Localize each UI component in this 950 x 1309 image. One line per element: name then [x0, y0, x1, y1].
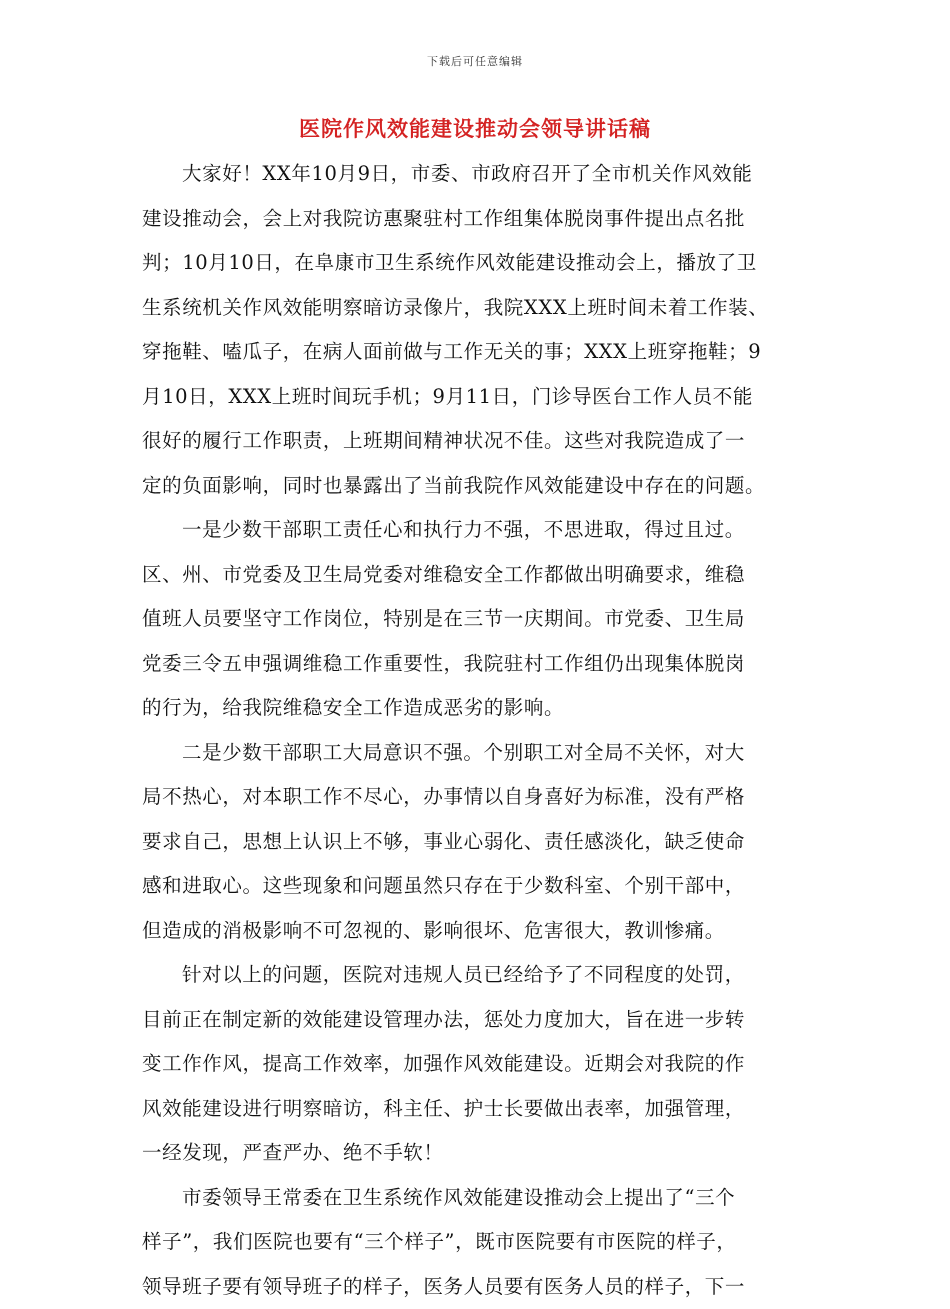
- text-line: 针对以上的问题，医院对违规人员已经给予了不同程度的处罚，: [142, 953, 810, 998]
- text-line: 的行为，给我院维稳安全工作造成恶劣的影响。: [142, 686, 810, 731]
- text-line: 局不热心，对本职工作不尽心，办事情以自身喜好为标准，没有严格: [142, 775, 810, 820]
- document-title: 医院作风效能建设推动会领导讲话稿: [0, 113, 950, 143]
- text-line: 感和进取心。这些现象和问题虽然只存在于少数科室、个别干部中，: [142, 864, 810, 909]
- paragraph: [142, 508, 810, 731]
- text-line: 建设推动会，会上对我院访惠聚驻村工作组集体脱岗事件提出点名批: [142, 197, 810, 242]
- text-line: 要求自己，思想上认识上不够，事业心弱化、责任感淡化，缺乏使命: [142, 820, 810, 865]
- text-line: 市委领导王常委在卫生系统作风效能建设推动会上提出了“三个: [142, 1176, 810, 1221]
- text-line: 变工作作风，提高工作效率，加强作风效能建设。近期会对我院的作: [142, 1042, 810, 1087]
- text-line: 大家好！XX年10月9日，市委、市政府召开了全市机关作风效能: [142, 152, 810, 197]
- text-line: 风效能建设进行明察暗访，科主任、护士长要做出表率，加强管理，: [142, 1087, 810, 1132]
- text-line: 区、州、市党委及卫生局党委对维稳安全工作都做出明确要求，维稳: [142, 553, 810, 598]
- text-line: 样子”，我们医院也要有“三个样子”，既市医院要有市医院的样子，: [142, 1220, 810, 1265]
- text-line: 党委三令五申强调维稳工作重要性，我院驻村工作组仍出现集体脱岗: [142, 642, 810, 687]
- text-line: 判；10月10日，在阜康市卫生系统作风效能建设推动会上，播放了卫: [142, 241, 810, 286]
- text-line: 很好的履行工作职责，上班期间精神状况不佳。这些对我院造成了一: [142, 419, 810, 464]
- paragraph: [142, 152, 810, 508]
- text-line: 但造成的消极影响不可忽视的、影响很坏、危害很大，教训惨痛。: [142, 909, 810, 954]
- text-line: 二是少数干部职工大局意识不强。个别职工对全局不关怀，对大: [142, 731, 810, 776]
- text-line: 一经发现，严查严办、绝不手软！: [142, 1131, 810, 1176]
- document-body: [142, 152, 810, 1309]
- header-note: 下载后可任意编辑: [0, 53, 950, 69]
- text-line: 值班人员要坚守工作岗位，特别是在三节一庆期间。市党委、卫生局: [142, 597, 810, 642]
- text-line: 穿拖鞋、嗑瓜子，在病人面前做与工作无关的事；XXX上班穿拖鞋；9: [142, 330, 810, 375]
- paragraph: [142, 731, 810, 954]
- paragraph: [142, 1176, 810, 1309]
- text-line: 领导班子要有领导班子的样子，医务人员要有医务人员的样子，下一: [142, 1265, 810, 1309]
- text-line: 生系统机关作风效能明察暗访录像片，我院XXX上班时间未着工作装、: [142, 286, 810, 331]
- text-line: 定的负面影响，同时也暴露出了当前我院作风效能建设中存在的问题。: [142, 464, 810, 509]
- text-line: 一是少数干部职工责任心和执行力不强，不思进取，得过且过。: [142, 508, 810, 553]
- text-line: 月10日，XXX上班时间玩手机；9月11日，门诊导医台工作人员不能: [142, 375, 810, 420]
- text-line: 目前正在制定新的效能建设管理办法，惩处力度加大，旨在进一步转: [142, 998, 810, 1043]
- paragraph: [142, 953, 810, 1176]
